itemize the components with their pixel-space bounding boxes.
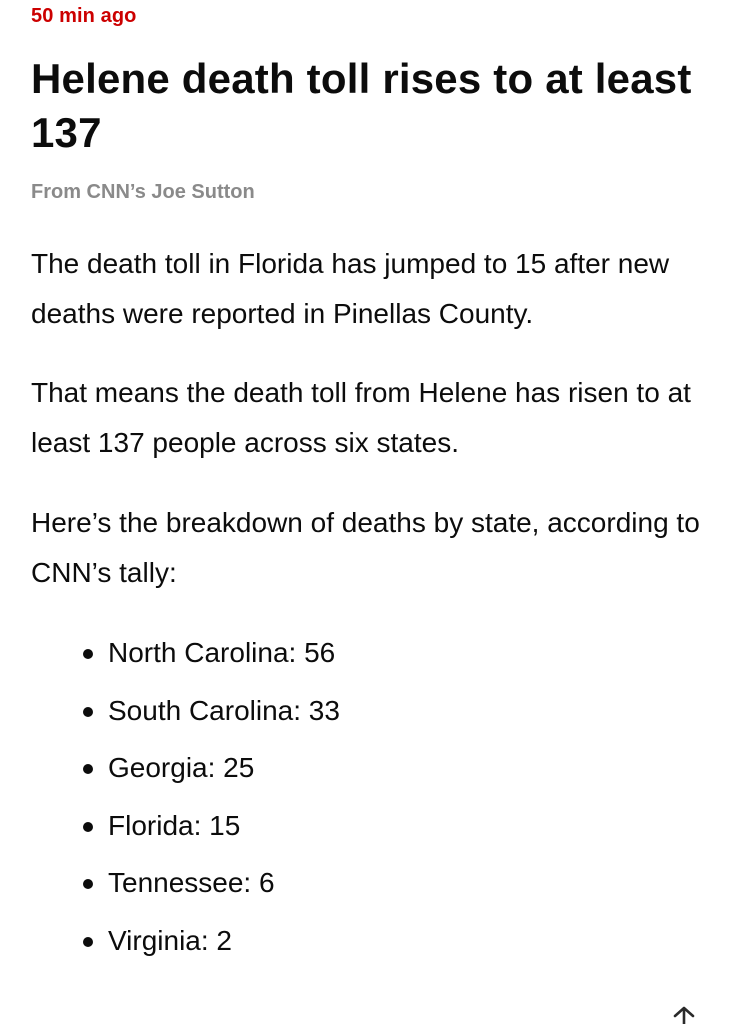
arrow-up-icon [670, 1005, 698, 1024]
post-paragraph-2: That means the death toll from Helene has risen to at least 137 people across six states. [31, 377, 691, 458]
list-item-text: Georgia: 25 [108, 752, 255, 784]
list-item-text: Tennessee: 6 [108, 867, 275, 899]
list-item-text: South Carolina: 33 [108, 694, 340, 726]
bullet-icon [83, 822, 93, 832]
list-item [31, 804, 340, 862]
bullet-icon [83, 764, 93, 774]
list-item-text: Florida: 15 [108, 809, 241, 841]
list-item [31, 746, 340, 804]
bullet-icon [83, 937, 93, 947]
post-timestamp[interactable]: 50 min ago [31, 5, 137, 27]
bullet-icon [83, 879, 93, 889]
bullet-icon [83, 649, 93, 659]
list-item [31, 631, 340, 689]
back-to-top-button[interactable] [670, 1005, 698, 1024]
list-item [31, 689, 340, 747]
post-paragraph-1: The death toll in Florida has jumped to 15 after new deaths were reported in Pinellas County. [31, 248, 670, 329]
bullet-icon [83, 707, 93, 717]
list-item-text: Virginia: 2 [108, 924, 233, 956]
state-death-toll-list [31, 631, 340, 977]
post-byline: From CNN’s Joe Sutton [31, 181, 255, 203]
list-item-text: North Carolina: 56 [108, 637, 336, 668]
post-headline: Helene death toll rises to at least 137 [31, 55, 692, 156]
list-item [31, 861, 340, 919]
post-paragraph-3: Here’s the breakdown of deaths by state, according to CNN’s tally: [31, 507, 700, 588]
list-item [31, 919, 340, 977]
